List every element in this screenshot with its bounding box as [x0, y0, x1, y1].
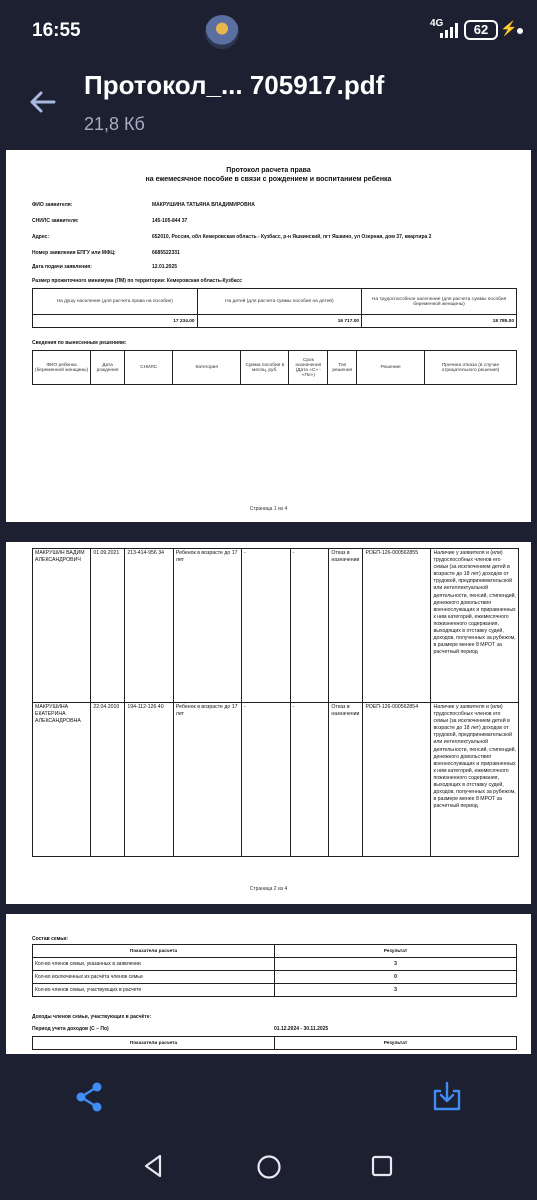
category-cell: Ребенок в возрасте до 17 лет: [173, 549, 241, 703]
table-cell: 0: [275, 971, 517, 984]
table-header: Результат: [275, 945, 517, 958]
period-cell: -: [290, 703, 329, 857]
table-cell: Кол-во членов семьи, указанных в заявлении: [33, 958, 275, 971]
category-cell: Ребенок в возрасте до 17 лет: [173, 703, 241, 857]
snils-cell: 194-112-126 40: [125, 703, 174, 857]
page-number: Страница 2 из 4: [249, 886, 288, 892]
table-header: Решение: [357, 351, 425, 385]
snils-cell: 213-414-956 34: [125, 549, 174, 703]
income-period-value: 01.12.2024 - 30.11.2025: [274, 1026, 329, 1032]
period-cell: -: [290, 549, 329, 703]
table-row: [33, 549, 519, 703]
income-period-label: Период учета доходов (С – По): [32, 1026, 109, 1032]
status-time: 16:55: [32, 20, 81, 41]
battery-icon: 62: [464, 20, 498, 40]
child-name-cell: МАКРУШИН ВАДИМ АЛЕКСАНДРОВИЧ: [33, 549, 91, 703]
bottom-bar: [0, 1054, 537, 1200]
share-icon[interactable]: [72, 1080, 106, 1114]
birth-date-cell: 01.09.2021: [91, 549, 125, 703]
field-label: СНИЛС заявителя:: [32, 218, 79, 224]
birth-date-cell: 22.04.2010: [91, 703, 125, 857]
field-value: 145-105-844 37: [152, 218, 188, 224]
table-row: [33, 984, 517, 997]
page-number: Страница 1 из 4: [249, 506, 288, 512]
reason-cell: Наличие у заявителя и (или) трудоспособных членов его семьи (за исключением детей в возрасте до 18 лет) доходов от трудовой, предпринимательской или интеллектуальной деятельности, пенсий, стипендий, денежного довольствия военнослужащих и приравненных к ним категорий, ежемесячного пожизненного содержания, выходящих в отставку судей, доходов, полученных за рубежом, в размере менее 8 МРОТ за расчетный период: [431, 549, 519, 703]
field-value: МАКРУШИНА ТАТЬЯНА ВЛАДИМИРОВНА: [152, 202, 255, 208]
signal-icon: [440, 22, 462, 38]
pdf-page-1: [6, 150, 531, 522]
field-value: 652010, Россия, обл Кемеровская область - Кузбасс, р-н Яшкинский, пгт Яшкино, ул Озерная, дом 37, квартира 2: [152, 234, 432, 240]
status-bar: [0, 0, 537, 64]
table-header: На трудоспособное население (для расчета суммы пособия беременной женщины): [362, 289, 517, 315]
reason-cell: Наличие у заявителя и (или) трудоспособных членов его семьи (за исключением детей в возрасте до 18 лет) доходов от трудовой, предпринимательской или интеллектуальной деятельности, пенсий, стипендий, денежного довольствия военнослужащих и приравненных к ним категорий, ежемесячного пожизненного содержания, выходящих в отставку судей, доходов, полученных за рубежом, в размере менее 8 МРОТ за расчетный период: [431, 703, 519, 857]
pdf-page-3: [6, 914, 531, 1054]
nav-back-icon[interactable]: [142, 1154, 166, 1178]
table-header: СНИЛС: [124, 351, 172, 385]
table-cell: 3: [275, 984, 517, 997]
table-header: Показатели расчета: [33, 945, 275, 958]
decision-type-cell: Отказ в назначении: [329, 703, 363, 857]
table-row: [33, 958, 517, 971]
table-header: Показатели расчета: [33, 1037, 275, 1050]
pdf-page-2: [6, 542, 531, 904]
field-value: 12.01.2025: [152, 264, 178, 270]
decision-type-cell: Отказ в назначении: [329, 549, 363, 703]
table-header: Сумма пособия в месяц, руб.: [241, 351, 289, 385]
amount-cell: -: [241, 549, 290, 703]
download-icon[interactable]: [430, 1080, 464, 1114]
document-title: [6, 166, 531, 184]
file-title: Протокол_... 705917.pdf: [84, 70, 385, 100]
network-type-label: 4G: [430, 18, 444, 29]
table-cell: 3: [275, 958, 517, 971]
app-header: [0, 64, 537, 146]
decision-cell: РОЕП-126-000562855: [363, 549, 431, 703]
nav-home-icon[interactable]: [256, 1154, 282, 1180]
table-cell: 16 717.00: [197, 315, 362, 328]
subsistence-table: [32, 288, 517, 328]
table-row: [33, 971, 517, 984]
document-title-line: Протокол расчета права: [226, 167, 311, 174]
table-header: Дата рождения: [91, 351, 125, 385]
subsistence-heading: Размер прожиточного минимума (ПМ) по территории: Кемеровская область-Кузбасс: [32, 278, 243, 284]
field-label: Номер заявления ЕПГУ или МФЦ:: [32, 250, 116, 256]
decisions-heading: Сведения по вынесенным решениям:: [32, 340, 127, 346]
family-heading: Состав семьи:: [32, 936, 69, 942]
field-value: 6685522331: [152, 250, 180, 256]
income-table: [32, 1036, 517, 1050]
table-row: [33, 703, 519, 857]
amount-cell: -: [241, 703, 290, 857]
file-size: 21,8 Кб: [84, 114, 145, 134]
table-cell: Кол-во членов семьи, участвующих в расчете: [33, 984, 275, 997]
field-label: Дата подачи заявления:: [32, 264, 92, 270]
table-header: Категория: [173, 351, 241, 385]
nav-recent-apps-icon[interactable]: [370, 1154, 394, 1178]
decision-cell: РОЕП-126-000562854: [363, 703, 431, 857]
table-header: На душу населения (для расчета права на пособие): [33, 289, 198, 315]
pdf-viewer[interactable]: [0, 146, 537, 1054]
document-title-line: на ежемесячное пособие в связи с рождением и воспитанием ребенка: [145, 176, 392, 183]
notification-dot-icon: [517, 28, 523, 34]
table-header: Результат: [275, 1037, 517, 1050]
field-label: Адрес:: [32, 234, 49, 240]
table-header: Тип решения: [328, 351, 357, 385]
table-header: Срок назначения (Дата «С» - «По»): [289, 351, 328, 385]
field-label: ФИО заявителя:: [32, 202, 73, 208]
family-table: [32, 944, 517, 997]
table-header: Причина отказа (в случае отрицательного решения): [424, 351, 516, 385]
table-header: На детей (для расчета суммы пособия на детей): [197, 289, 362, 315]
table-cell: Кол-во исключенных из расчёта членов семьи: [33, 971, 275, 984]
table-cell: 17 234.00: [33, 315, 198, 328]
back-arrow-icon[interactable]: [26, 86, 58, 118]
income-heading: Доходы членов семьи, участвующих в расчёте:: [32, 1014, 152, 1020]
charging-bolt-icon: ⚡: [500, 20, 518, 36]
decisions-table: [32, 350, 517, 385]
table-cell: 18 785.00: [362, 315, 517, 328]
child-name-cell: МАКРУШИНА ЕКАТЕРИНА АЛЕКСАНДРОВНА: [33, 703, 91, 857]
decisions-table-continued: [32, 548, 519, 857]
table-header: ФИО ребенка (беременной женщины): [33, 351, 91, 385]
notification-avatar-icon: [205, 15, 239, 49]
